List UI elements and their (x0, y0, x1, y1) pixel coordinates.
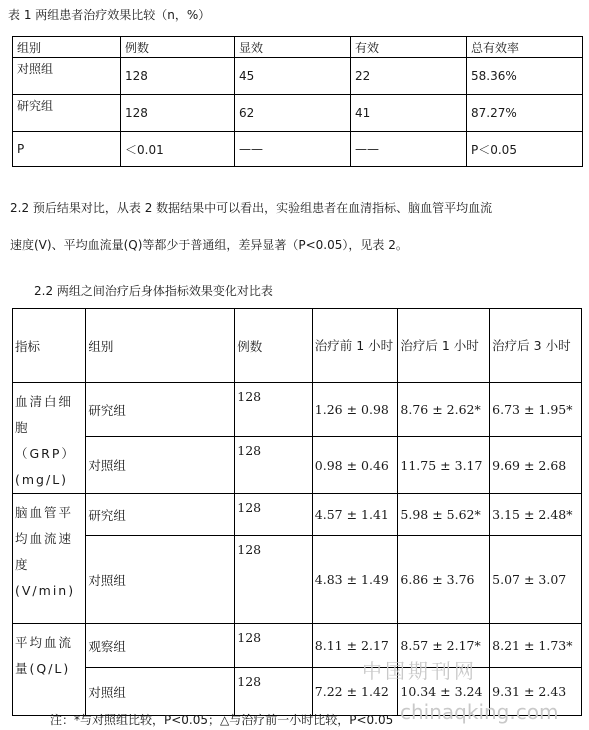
table-cell: 观察组 (86, 624, 235, 668)
table-cell: 41 (351, 95, 467, 132)
table-cell: 研究组 (86, 383, 235, 437)
table-cell: 对照组 (86, 668, 235, 716)
table-row (13, 624, 582, 668)
table1-caption: 表 1 两组患者治疗效果比较（n，%） (8, 8, 211, 22)
table-cell: —— (235, 132, 351, 167)
table-cell: 62 (235, 95, 351, 132)
body-paragraph: 速度(V)、平均血流量(Q)等都少于普通组，差异显著（P<0.05），见表 2。 (10, 238, 408, 252)
indicator-name: 平均血流量(Q/L) (15, 635, 74, 676)
table-cell: 7.22 ± 1.42 (312, 668, 398, 716)
header-cell: 治疗后 3 小时 (490, 309, 582, 383)
table-cell: 128 (235, 536, 312, 624)
header-cell: 指标 (13, 309, 86, 383)
table-cell: 0.98 ± 0.46 (312, 437, 398, 494)
table-cell: 11.75 ± 3.17 (398, 437, 490, 494)
header-cell: 组别 (86, 309, 235, 383)
table-cell: 128 (121, 58, 235, 95)
indicator-name: 血清白细胞（GRP）(mg/L) (15, 394, 76, 487)
table-cell: 1.26 ± 0.98 (312, 383, 398, 437)
table-cell: 22 (351, 58, 467, 95)
table-cell: 5.07 ± 3.07 (490, 536, 582, 624)
table-cell: 45 (235, 58, 351, 95)
table-cell: 4.57 ± 1.41 (312, 494, 398, 536)
table-row (13, 437, 582, 494)
indicator-name: 脑血管平均血流速度(V/min) (15, 505, 76, 598)
header-cell: 总有效率 (467, 37, 583, 58)
results-table-1 (12, 36, 583, 167)
table-cell: 5.98 ± 5.62* (398, 494, 490, 536)
table-footnote: 注：*与对照组比较，P<0.05；△与治疗前一小时比较，P<0.05 (50, 713, 394, 727)
table-row (13, 668, 582, 716)
table-cell: 8.76 ± 2.62* (398, 383, 490, 437)
header-cell: 例数 (121, 37, 235, 58)
watermark-logo: 中国期刊网 (362, 659, 477, 683)
table-row (13, 494, 582, 536)
table-cell: 9.69 ± 2.68 (490, 437, 582, 494)
table2-caption: 2.2 两组之间治疗后身体指标效果变化对比表 (34, 284, 273, 298)
header-cell: 显效 (235, 37, 351, 58)
table-header-row (13, 37, 583, 58)
table-cell: 128 (121, 95, 235, 132)
table-cell: P (13, 132, 121, 167)
results-table-2 (12, 308, 582, 716)
header-cell: 治疗前 1 小时 (312, 309, 398, 383)
table-row (13, 95, 583, 132)
table-cell: 128 (235, 383, 312, 437)
table-cell: 8.21 ± 1.73* (490, 624, 582, 668)
table-row (13, 58, 583, 95)
indicator-cell (13, 494, 86, 624)
indicator-cell (13, 383, 86, 494)
table-cell: 58.36% (467, 58, 583, 95)
table-cell: 对照组 (86, 536, 235, 624)
header-cell: 组别 (13, 37, 121, 58)
table-cell: 9.31 ± 2.43 (490, 668, 582, 716)
table-cell: 研究组 (86, 494, 235, 536)
table-row (13, 132, 583, 167)
table-cell: 128 (235, 494, 312, 536)
table-cell: 4.83 ± 1.49 (312, 536, 398, 624)
table-row (13, 383, 582, 437)
table-cell: 对照组 (86, 437, 235, 494)
body-paragraph: 2.2 预后结果对比，从表 2 数据结果中可以看出，实验组患者在血清指标、脑血管平均血流 (10, 201, 493, 215)
indicator-cell (13, 624, 86, 716)
table-header-row (13, 309, 582, 383)
table-cell: ＜0.01 (121, 132, 235, 167)
table-cell: 3.15 ± 2.48* (490, 494, 582, 536)
watermark-url: chinaqking.com (400, 700, 559, 724)
header-cell: 治疗后 1 小时 (398, 309, 490, 383)
table-cell: 87.27% (467, 95, 583, 132)
table-cell: 6.86 ± 3.76 (398, 536, 490, 624)
table-cell: 128 (235, 624, 312, 668)
table-cell: 对照组 (13, 58, 121, 95)
table-cell: P＜0.05 (467, 132, 583, 167)
table-cell: 8.11 ± 2.17 (312, 624, 398, 668)
table-cell: 128 (235, 437, 312, 494)
header-cell: 例数 (235, 309, 312, 383)
table-cell: 128 (235, 668, 312, 716)
header-cell: 有效 (351, 37, 467, 58)
table-cell: —— (351, 132, 467, 167)
table-cell: 10.34 ± 3.24 (398, 668, 490, 716)
table-cell: 研究组 (13, 95, 121, 132)
table-cell: 6.73 ± 1.95* (490, 383, 582, 437)
table-row (13, 536, 582, 624)
table-cell: 8.57 ± 2.17* (398, 624, 490, 668)
